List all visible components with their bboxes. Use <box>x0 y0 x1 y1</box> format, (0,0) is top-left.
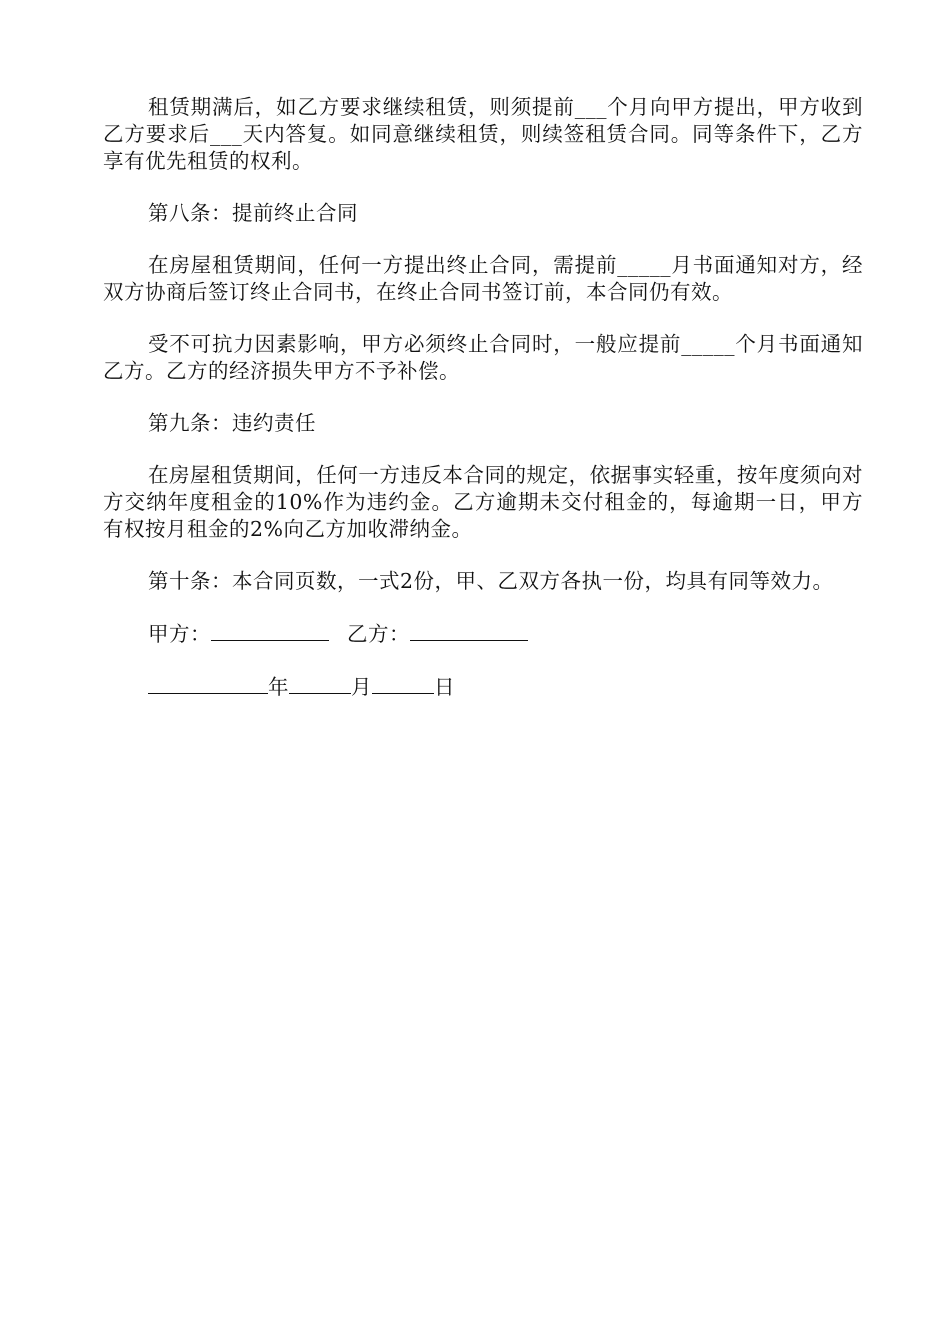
force-majeure-paragraph: 受不可抗力因素影响，甲方必须终止合同时，一般应提前_____个月书面通知乙方。乙方的经济损失甲方不予补偿。 <box>103 332 863 383</box>
year-blank[interactable] <box>148 673 268 694</box>
early-termination-paragraph: 在房屋租赁期间，任何一方提出终止合同，需提前_____月书面通知对方，经双方协商后签订终止合同书，在终止合同书签订前，本合同仍有效。 <box>103 253 863 304</box>
day-label: 日 <box>434 675 455 699</box>
party-b-blank[interactable] <box>410 620 528 641</box>
article-10-paragraph: 第十条：本合同页数，一式2份，甲、乙双方各执一份，均具有同等效力。 <box>148 569 834 593</box>
month-blank[interactable] <box>289 673 351 694</box>
party-a-label: 甲方： <box>148 622 211 646</box>
contract-page <box>103 94 863 701</box>
article-9-heading: 第九条：违约责任 <box>148 411 316 435</box>
year-label: 年 <box>268 675 289 699</box>
day-blank[interactable] <box>372 673 434 694</box>
liability-paragraph: 在房屋租赁期间，任何一方违反本合同的规定，依据事实轻重，按年度须向对方交纳年度租金的10%作为违约金。乙方逾期未交付租金的，每逾期一日，甲方有权按月租金的2%向乙方加收滞纳金。 <box>103 463 863 541</box>
article-8-heading: 第八条：提前终止合同 <box>148 201 358 225</box>
signature-line <box>103 620 863 648</box>
month-label: 月 <box>351 675 372 699</box>
date-line <box>103 673 863 701</box>
renewal-paragraph: 租赁期满后，如乙方要求继续租赁，则须提前___个月向甲方提出，甲方收到乙方要求后___天内答复。如同意继续租赁，则续签租赁合同。同等条件下，乙方享有优先租赁的权利。 <box>103 95 863 173</box>
party-b-label: 乙方： <box>347 622 410 646</box>
party-a-blank[interactable] <box>211 620 329 641</box>
